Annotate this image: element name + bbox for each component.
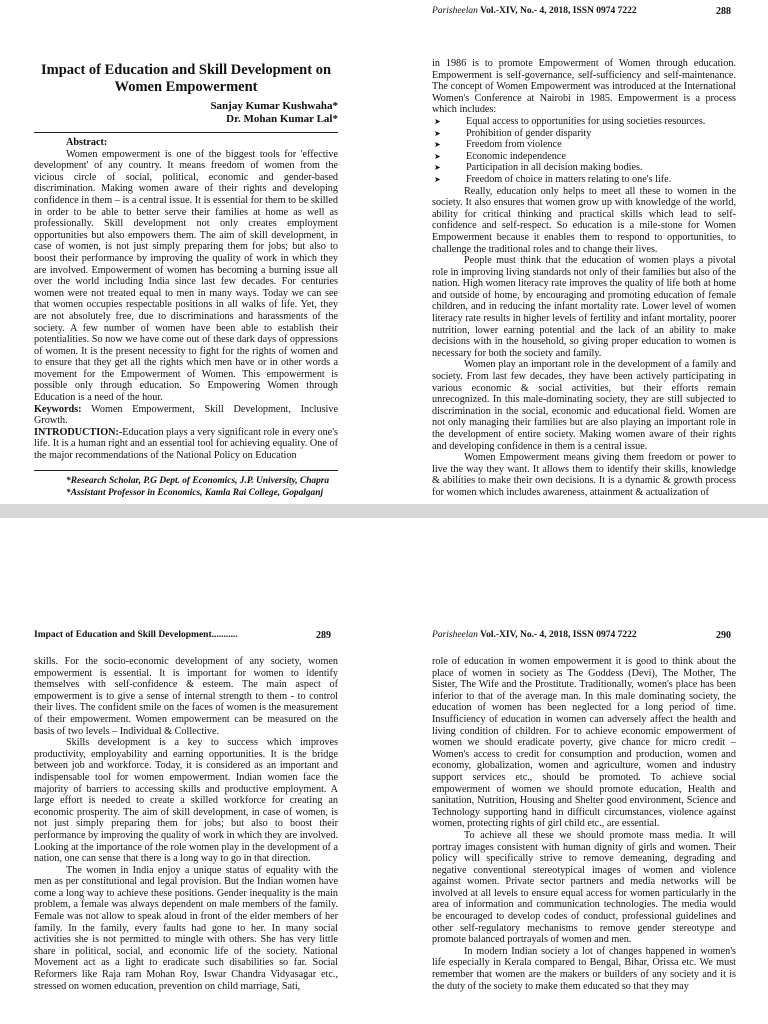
right-column <box>432 58 736 502</box>
title-rule <box>34 132 338 133</box>
abstract-heading: Abstract: <box>66 137 108 148</box>
keywords-label: Keywords: <box>34 403 82 415</box>
list-item: ➤ Freedom from violence <box>432 139 736 151</box>
journal-volume: Vol.-XIV, No.- 4, 2018, ISSN 0974 7222 <box>477 6 637 16</box>
author-2: Dr. Mohan Kumar Lal* <box>226 113 338 125</box>
paragraph: The women in India enjoy a unique status of equality with the men as per constitutional and legal provision. But the Indian women have come a long way to achieve these positions. Gender inequality is the main problem, a female was always dependent on male members of the family. Female was not allow to speak aloud in front of the elder members of her family. In the family, every faults had gone to her. In many social activities she is not permitted to mingle with others. She has very little share in political, social, and economic life of the society. National Movement act as a light to eradicate such disabilities so far. Social Reformers like Raja ram Mohan Roy, Iswar Chandra Vidyasagar etc., stressed on women education, prevention on child marriage, Sati, <box>34 864 338 992</box>
left-column <box>34 656 338 1022</box>
list-item: ➤ Equal access to opportunities for using societies resources. <box>432 116 736 128</box>
running-header <box>432 6 637 16</box>
paragraph: Women Empowerment means giving them freedom or power to live the way they want. It allows them to identify their skills, knowledge & abilities to make their own decisions. It is a dynamic & growth process for women which includes awareness, attainment & actualization of <box>432 452 736 498</box>
paragraph: role of education in women empowerment it is good to think about the place of women in society as The Goddess (Devi), The Mother, The Sister, The Wife and the Prostitute. Traditionally, women's place has been inferior to that of the average man. In this male dominating society, the education of women has been neglected for a long period of time. Insufficiency of education in women can adversely affect the health and living condition of children. For to achieve economic empowerment of women we should eradicate poverty, give chance for micro credit – Women's access to credit for consumption and production, women and economy, globalization, women and agriculture, women and industry support services etc., should be promoted. To achieve social empowerment of women we should promote education, Health and sanitation, Nutrition, Housing and Shelter good environment, Science and Technology supporting hand in difficult circumstances, violence against women, protecting rights of girl child etc., are essential. <box>432 656 736 830</box>
page-number: 289 <box>316 630 331 641</box>
paragraph: skills. For the socio-economic development of any society, women empowerment is essential. It is important for women to identify themselves with self-confidence & esteem. The main aspect of empowerment is to give a sense of internal strength to them - to control their lives. The confident smile on the faces of women is the measurement of their empowerment. Women empowerment can be measured on the basis of two levels – Individual & Collective. <box>34 656 338 737</box>
paragraph: in 1986 is to promote Empowerment of Women through education. Empowerment is self-governance, self-sufficiency and self-maintenance. The concept of Women Empowerment was introduced at the International Women's Conference at Nairobi in 1985. Empowerment is a process which includes: <box>432 58 736 116</box>
journal-name: Parisheelan <box>432 6 478 16</box>
page-number: 290 <box>716 630 731 641</box>
page-number: 288 <box>716 6 731 17</box>
left-column <box>34 62 338 502</box>
paragraph: People must think that the education of women plays a pivotal role in improving living standards not only of their families but also of the nation. High women literacy rate improves the quality of life both at home and outside of home, by encouraging and promoting education of female children, and in reducing the infant mortality rate. Lower level of women literacy rate results in higher levels of fertility and infant mortality, poorer nutrition, lower earning potential and the lack of an ability to make decisions with in the household, so giving proper education to women is necessary for both the society and family. <box>432 255 736 359</box>
paragraph: Skills development is a key to success which improves productivity, employability and earning opportunities. It is the bridge between job and workforce. Today, it is considered as an important and indispensable tool for women empowerment. Indian women face the majority of barriers to accessing skills and productive employment. A large effort is needed to create a skilled workforce for creating an economic prosperity. The aim of skill development, in case of women, is not just simply preparing them for jobs; but also to boost their performance by improving the quality of work in which they are involved. Looking at the importance of the role women play in the development of a nation, one can sense that there is a long way to go in that direction. <box>34 737 338 865</box>
list-item: ➤ Economic independence <box>432 151 736 163</box>
journal-name: Parisheelan <box>432 630 478 640</box>
journal-volume: Vol.-XIV, No.- 4, 2018, ISSN 0974 7222 <box>477 630 637 640</box>
footnote-rule <box>34 470 338 471</box>
list-item: ➤ Participation in all decision making bodies. <box>432 162 736 174</box>
intro-text: Education plays a very significant role in every one's life. It is a human right and an essential tool for achieving equality. One of the major recommendations of the National Policy on Education <box>34 426 338 462</box>
footnote-1: *Research Scholar, P.G Dept. of Economics, J.P. University, Chapra <box>66 475 330 486</box>
introduction <box>34 427 338 462</box>
list-item: ➤ Freedom of choice in matters relating to one's life. <box>432 174 736 186</box>
keywords-text: Women Empowerment, Skill Development, Inclusive Growth. <box>34 403 338 427</box>
paragraph: In modern Indian society a lot of changes happened in women's life especially in Kerala compared to Bengal, Bihar, Orissa etc. We must remember that women are the makers or builders of any society and it is the duty of the society to make them educated so that they may <box>432 945 736 992</box>
paragraph: Really, education only helps to meet all these to women in the society. It also ensures that women grow up with knowledge of the world, ability for critical thinking and practical skills which lead to self-confidence and self-respect. So education is a mile-stone for Women Empowerment because it enables them to respond to opportunities, to challenge the traditional roles and to change their lives. <box>432 185 736 255</box>
right-column <box>432 656 736 1022</box>
running-header-290 <box>432 630 637 640</box>
list-item: ➤ Prohibition of gender disparity <box>432 128 736 140</box>
paragraph: Women play an important role in the development of a family and society. From last few decades, they have been actively participating in various economic & social activities, but their efforts remain unrecognized. In this male-dominating society, they are still subjected to discrimination in the social, economic and educational field. Women are not only managing their families but are also playing an important role in the development of entire society. Making women aware of their rights and developing confidence in them is a central issue. <box>432 359 736 452</box>
intro-label: INTRODUCTION:- <box>34 426 123 438</box>
running-header-289: Impact of Education and Skill Development........... <box>34 630 238 640</box>
page-288 <box>0 0 768 504</box>
author-1: Sanjay Kumar Kushwaha* <box>210 100 338 112</box>
empowerment-list <box>432 116 736 186</box>
paragraph: To achieve all these we should promote mass media. It will portray images consistent with human dignity of girls and women. Their policy will specifically strive to remove demeaning, degrading and negative conventional stereotypical images of women and violence against women. Private sector partners and media networks will be involved at all levels to ensure equal access for women particularly in the area of information and communication technologies. The media would be encouraged to develop codes of conduct, professional guidelines and other self-regulatory mechanisms to remove gender stereotype and promote balanced portrayals of women and men. <box>432 829 736 946</box>
article-title: Impact of Education and Skill Development on Women Empowerment <box>40 62 332 95</box>
pages-289-290 <box>0 518 768 1024</box>
footnote-2: *Assistant Professor in Economics, Kamla Rai College, Gopalganj <box>66 487 324 498</box>
keywords <box>34 404 338 427</box>
abstract-text: Women empowerment is one of the biggest tools for 'effective development' of any country. It means freedom of women from the vicious circle of social, political, economic and gender-based discrimination. Making women aware of their rights and developing confidence in them – is a central issue. It is essential for them to be skilled in order to be able to better serve their families at home as well as professionally. Skill development not only creates employment opportunities but also empowers them. The aim of skill development, in case of women, is not just simply preparing them for jobs; but also to boost their performance by improving the quality of work in which they are involved. Empowerment of women has becoming a burning issue all over the world including India since last few decades. For centuries women were not treated equal to men in many ways. Today we can see that women occupies respectable positions in all walks of life. Yet, they are not absolutely free, due to discriminations and harassments of the society. A few number of women have been able to establish their potentialities. So now we have come out of these dark days of oppressions of women. It is the present necessity to fight for the rights of women and to ensure that they get all the rights which men have or in other words a movement for the Empowerment of Women. This empowerment is possible only through education. So Empowering Women through Education is a need of the hour. <box>34 148 338 404</box>
